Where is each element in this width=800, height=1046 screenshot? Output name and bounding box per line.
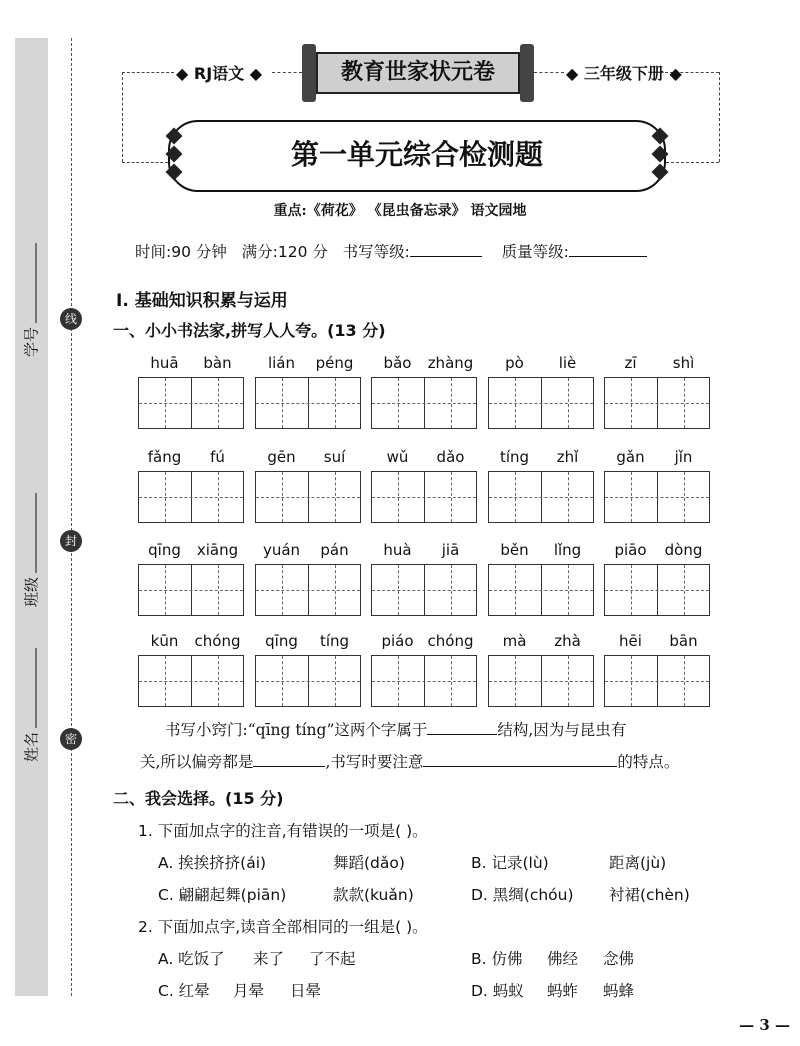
exam-title: 第一单元综合检测题 bbox=[168, 120, 666, 192]
q2-1-option-a2: 舞蹈(dǎo) bbox=[333, 854, 405, 872]
writing-grid-pair[interactable] bbox=[138, 471, 244, 523]
class-label: 班级 bbox=[21, 493, 42, 607]
writing-grid-pair[interactable] bbox=[138, 655, 244, 707]
pinyin-label: dǎo bbox=[436, 448, 465, 466]
writing-grid-pair[interactable] bbox=[255, 655, 361, 707]
q2-2-stem: 2. 下面加点字,读音全部相同的一组是( )。 bbox=[138, 918, 428, 936]
writing-grid-pair[interactable] bbox=[488, 471, 594, 523]
name-label: 姓名 bbox=[21, 648, 42, 762]
cut-mark-line: 线 bbox=[60, 308, 82, 330]
pinyin-label: huā bbox=[150, 354, 179, 372]
radical-blank[interactable] bbox=[253, 752, 325, 767]
writing-grid-pair[interactable] bbox=[138, 564, 244, 616]
writing-grid-pair[interactable] bbox=[488, 564, 594, 616]
writing-grid-pair[interactable] bbox=[488, 377, 594, 429]
grade-label: ◆ 三年级下册 ◆ bbox=[566, 64, 682, 83]
writing-grid-pair[interactable] bbox=[604, 471, 710, 523]
pinyin-label: piāo bbox=[614, 541, 647, 559]
cut-mark-secret: 密 bbox=[60, 728, 82, 750]
writing-grade-blank[interactable] bbox=[410, 242, 482, 257]
pinyin-label: zhǐ bbox=[556, 448, 579, 466]
pinyin-label: tíng bbox=[499, 448, 530, 466]
pinyin-label: shì bbox=[672, 354, 695, 372]
q2-2-option-b2: 佛经 bbox=[547, 950, 579, 968]
q2-1-option-a1[interactable]: A. 挨挨挤挤(ái) bbox=[158, 854, 267, 872]
exam-info: 时间:90 分钟 满分:120 分 书写等级: 质量等级: bbox=[135, 240, 647, 262]
writing-grid-pair[interactable] bbox=[255, 471, 361, 523]
pinyin-label: hēi bbox=[619, 632, 642, 650]
q2-2-option-c3: 日晕 bbox=[290, 982, 322, 1000]
q2-2-option-b1[interactable]: B. 仿佛 bbox=[471, 950, 523, 968]
q2-2-option-b3: 念佛 bbox=[603, 950, 635, 968]
q2-1-option-d1[interactable]: D. 黑绸(chóu) bbox=[471, 886, 574, 904]
pinyin-label: chóng bbox=[194, 632, 241, 650]
pinyin-label: yuán bbox=[262, 541, 301, 559]
pinyin-label: pán bbox=[320, 541, 349, 559]
pinyin-label: qīng bbox=[148, 541, 181, 559]
structure-blank[interactable] bbox=[427, 720, 497, 735]
q2-2-option-a2: 来了 bbox=[253, 950, 285, 968]
pinyin-label: bǎo bbox=[383, 354, 412, 372]
pinyin-label: piáo bbox=[381, 632, 414, 650]
pinyin-label: bān bbox=[669, 632, 698, 650]
feature-blank[interactable] bbox=[423, 752, 617, 767]
series-title: 教育世家状元卷 bbox=[316, 52, 520, 94]
writing-grid-pair[interactable] bbox=[371, 377, 477, 429]
pinyin-label: liè bbox=[558, 354, 577, 372]
pinyin-label: lián bbox=[267, 354, 296, 372]
writing-grid-pair[interactable] bbox=[371, 471, 477, 523]
part1-title: Ⅰ. 基础知识积累与运用 bbox=[116, 291, 288, 311]
q2-2-option-a3: 了不起 bbox=[309, 950, 356, 968]
pinyin-label: péng bbox=[315, 354, 354, 372]
writing-grid-pair[interactable] bbox=[255, 564, 361, 616]
pinyin-label: zhà bbox=[554, 632, 581, 650]
page-number: — 3 — bbox=[739, 1016, 790, 1034]
q2-2-option-c1[interactable]: C. 红晕 bbox=[158, 982, 210, 1000]
pinyin-label: kūn bbox=[150, 632, 179, 650]
q2-2-option-a1[interactable]: A. 吃饭了 bbox=[158, 950, 225, 968]
q2-2-option-d3: 蚂蜂 bbox=[603, 982, 635, 1000]
pinyin-label: gǎn bbox=[616, 448, 645, 466]
writing-grid-pair[interactable] bbox=[371, 655, 477, 707]
pinyin-label: fú bbox=[210, 448, 225, 466]
cut-line bbox=[71, 38, 72, 996]
pinyin-label: bàn bbox=[203, 354, 232, 372]
writing-grid-pair[interactable] bbox=[488, 655, 594, 707]
pinyin-label: jiā bbox=[441, 541, 460, 559]
pinyin-label: suí bbox=[323, 448, 346, 466]
key-points: 重点:《荷花》 《昆虫备忘录》 语文园地 bbox=[273, 203, 527, 219]
q2-1-option-c1[interactable]: C. 翩翩起舞(piān) bbox=[158, 886, 287, 904]
pinyin-label: jǐn bbox=[674, 448, 693, 466]
writing-grid-pair[interactable] bbox=[604, 655, 710, 707]
pinyin-label: dòng bbox=[664, 541, 703, 559]
q1-title: 一、小小书法家,拼写人人夸。(13 分) bbox=[113, 321, 386, 340]
cut-mark-seal: 封 bbox=[60, 530, 82, 552]
pinyin-label: wǔ bbox=[386, 448, 409, 466]
writing-grid-pair[interactable] bbox=[604, 564, 710, 616]
q2-1-option-d2: 衬裙(chèn) bbox=[609, 886, 690, 904]
pinyin-label: pò bbox=[505, 354, 524, 372]
pinyin-label: huà bbox=[383, 541, 412, 559]
q2-1-option-b1[interactable]: B. 记录(lù) bbox=[471, 854, 549, 872]
pinyin-label: zhàng bbox=[427, 354, 474, 372]
q2-1-stem: 1. 下面加点字的注音,有错误的一项是( )。 bbox=[138, 822, 428, 840]
pinyin-label: tíng bbox=[319, 632, 350, 650]
pinyin-label: gēn bbox=[267, 448, 296, 466]
writing-grid-pair[interactable] bbox=[255, 377, 361, 429]
pinyin-label: xiāng bbox=[196, 541, 239, 559]
q2-title: 二、我会选择。(15 分) bbox=[113, 789, 284, 808]
pinyin-label: lǐng bbox=[553, 541, 582, 559]
q2-1-option-b2: 距离(jù) bbox=[609, 854, 667, 872]
pinyin-label: qīng bbox=[265, 632, 298, 650]
pinyin-label: zī bbox=[624, 354, 637, 372]
tip-line-1: 书写小窍门:“qīng tíng”这两个字属于 结构,因为与昆虫有 bbox=[165, 721, 627, 739]
pinyin-label: chóng bbox=[427, 632, 474, 650]
subject-label: ◆ RJ语文 ◆ bbox=[176, 64, 263, 83]
q2-2-option-d1[interactable]: D. 蚂蚁 bbox=[471, 982, 524, 1000]
pinyin-label: mà bbox=[502, 632, 527, 650]
q2-2-option-d2: 蚂蚱 bbox=[547, 982, 579, 1000]
writing-grid-pair[interactable] bbox=[138, 377, 244, 429]
tip-line-2: 关,所以偏旁都是 ,书写时要注意 的特点。 bbox=[140, 753, 680, 771]
student-id-label: 学号 bbox=[21, 243, 42, 357]
pinyin-label: běn bbox=[500, 541, 529, 559]
q2-2-option-c2: 月晕 bbox=[233, 982, 265, 1000]
quality-grade-blank[interactable] bbox=[569, 242, 647, 257]
pinyin-label: fǎng bbox=[147, 448, 182, 466]
writing-grid-pair[interactable] bbox=[371, 564, 477, 616]
q2-1-option-c2: 款款(kuǎn) bbox=[333, 886, 414, 904]
writing-grid-pair[interactable] bbox=[604, 377, 710, 429]
series-banner bbox=[302, 44, 534, 102]
